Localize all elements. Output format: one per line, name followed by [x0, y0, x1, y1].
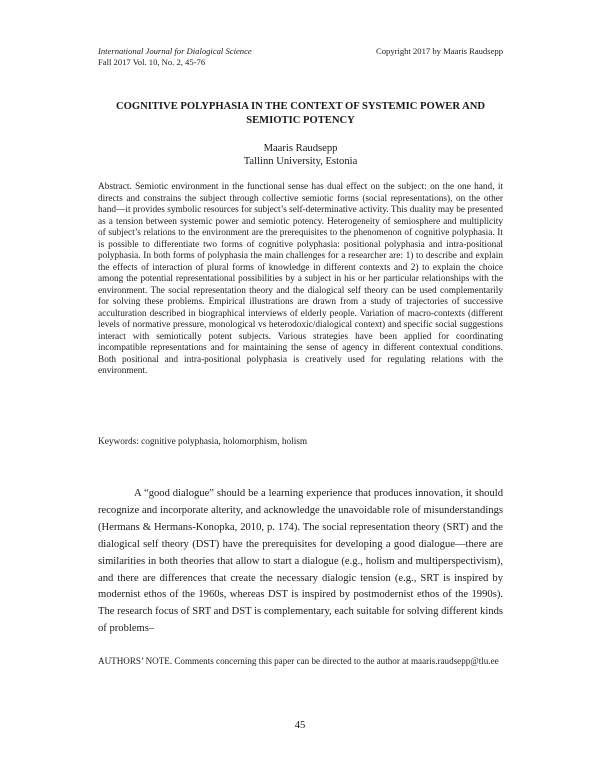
journal-name: International Journal for Dialogical Science	[98, 46, 252, 56]
authors-note: AUTHORS’ NOTE. Comments concerning this paper can be directed to the author at maaris.raudsepp@tlu.ee	[98, 656, 499, 666]
abstract: Abstract. Semiotic environment in the functional sense has dual effect on the subject: on the one hand, it directs and constrains the subject through collective semiotic forms (social representations), on the other hand—it provides symbolic resources for subject’s self-determinative activity. This duality may be presented as a tension between systemic power and semiotic potency. Heterogeneity of semiosphere and multiplicity of subject’s relations to the environment are the prerequisites to the phenomenon of cognitive polyphasia. It is possible to differentiate two forms of cognitive polyphasia: positional polyphasia and intra-positional polyphasia. In both forms of polyphasia the main challenges for a researcher are: 1) to describe and explain the effects of interaction of plural forms of knowledge in different contexts and 2) to explain the choice among the potential representational possibilities by a subject in his or her particular relationships with the environment. The social representation theory and the dialogical self theory can be used complementarily for solving these problems. Empirical illustrations are drawn from a study of trajectories of successive acculturation described in biographical interviews of elderly people. Variation of macro-contexts (different levels of normative pressure, monological vs heterodoxic/dialogical context) and specific social suggestions interact with semiotically potent subjects. Various strategies have been applied for coordinating incompatible representations and for maintaining the sense of agency in different contextual conditions. Both positional and intra-positional polyphasia is creatively used for regulating relations with the environment.	[98, 182, 503, 376]
copyright-notice: Copyright 2017 by Maaris Raudsepp	[376, 46, 503, 56]
journal-issue: Fall 2017 Vol. 10, No. 2, 45-76	[98, 57, 206, 67]
author-name: Maaris Raudsepp	[263, 143, 338, 154]
page-number: 45	[294, 720, 306, 731]
body-paragraph: A “good dialogue” should be a learning experience that produces innovation, it should recognize and incorporate alterity, and acknowledge the unavoidable role of misunderstandings (Hermans & Hermans-Konopka, 2010, p. 174). The social representation theory (SRT) and the dialogical self theory (DST) have the prerequisites for developing a good dialogue—there are similarities in both theories that allow to start a dialogue (e.g., holism and multiperspectivism), and there are differences that create the necessary dialogic tension (e.g., SRT is inspired by modernist ethos of the 1960s, whereas DST is inspired by postmodernist ethos of the 1990s). The research focus of SRT and DST is complementary, each suitable for solving different kinds of problems–	[98, 488, 503, 635]
keywords: Keywords: cognitive polyphasia, holomorphism, holism	[98, 437, 308, 447]
paper-title: COGNITIVE POLYPHASIA IN THE CONTEXT OF SYSTEMIC POWER AND SEMIOTIC POTENCY	[115, 101, 486, 126]
author-affiliation: Tallinn University, Estonia	[243, 156, 358, 167]
running-header-left	[98, 46, 252, 68]
